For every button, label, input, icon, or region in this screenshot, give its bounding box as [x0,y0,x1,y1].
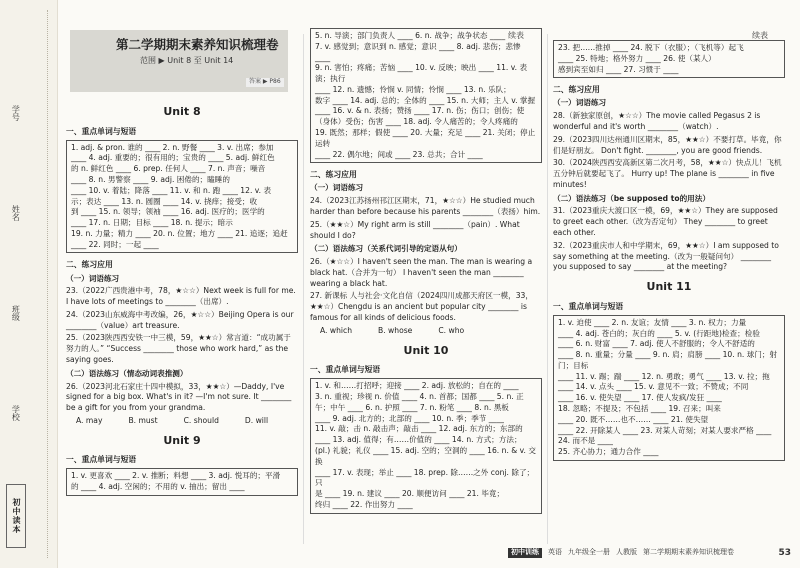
unit9-grammar-practice: （二）语法练习（关系代词引导的定语从句） [310,244,462,254]
question-27: 27. 新课标 人与社会·文化自信（2024四川成都天府区一模，33，★★☆）Chengdu is an ancient but popular city ________ is famous for all kinds of delicious foods. [310,291,533,323]
answer-tag: 答案 ▶ P86 [246,78,284,87]
vocab-line: ____ 17. v. 表现；举止 ____ 18. prep. 除……之外 conj. 除了；只 [315,467,535,488]
vocab-line: 终归 ____ 22. 作出努力 ____ [315,499,413,509]
range-label: 范围 ▶ Unit 8 至 Unit 14 [140,56,234,65]
brand-logo: 初中读本 [6,484,26,548]
option-c: C. should [183,415,219,425]
vocab-line: ____ 9. adj. 北方的；北部的 ____ 10. n. 季；季节 ____ [315,413,504,423]
unit10-vocab-heading: 一、重点单词与短语 [310,365,381,375]
vocab-line: ____ 16. v. & n. 表扬；赞扬 ____ 17. n. 伤；伤口；创伤；使 [315,106,525,116]
unit10-title: Unit 10 [403,343,449,357]
unit10-grammar-practice: （二）语法练习（be supposed to的用法） [553,193,710,203]
unit9-title: Unit 9 [163,433,201,447]
unit11-vocab-box [553,315,785,461]
unit8-vocab-heading: 一、重点单词与短语 [66,126,137,136]
unit9-practice-heading: 二、练习应用 [310,170,357,180]
question-24: 24.（2023江苏扬州邗江区期末，71，★☆☆）He studied much harder than before because his parents ________（表扬）him. [310,196,541,216]
column-divider [303,34,304,544]
vocab-line: ____ 10. v. 着陆；降落 ____ 11. v. 和 n. 跑 ____ 12. v. 表 [71,185,272,195]
vocab-line: 感到宾至如归 ____ 27. 习惯于 ____ [558,64,679,74]
vocab-line: 的 ____ 4. adj. 空闲的；不用的 v. 抽出；留出 ____ [71,482,245,492]
vocab-line: 9. n. 害怕；疼痛；苦恼 ____ 10. v. 反映；映出 ____ 11. v. 表演；执行 [315,63,528,84]
footer-subject: 英语 [548,548,562,557]
question-26: 26.（2023河北石家庄十四中模拟，33，★★☆）—Daddy, I've signed for a big box. What's in it? —I'm not sure. It ________ be a gift for you from your grandma. [66,381,292,413]
vocab-line: 19. n. 力量；精力 ____ 20. n. 位置；地方 ____ 21. 追逐；追赶 [71,228,288,238]
continued-label-2: 续表 [752,31,768,40]
unit11-title: Unit 11 [646,280,692,294]
vocab-line: ____ 12. n. 遗憾；怜悯 v. 同情；怜悯 ____ 13. n. 乐队； [315,84,511,94]
question-30: 30.（2024陕西西安高新区第二次月考，58，★★☆）快点儿！飞机五分钟后就要起飞了。 Hurry up! The plane is ________ in five minutes! [553,158,782,189]
page-title: 第二学期期末素养知识梳理卷 [116,37,279,52]
option-b: B. must [128,415,158,425]
vocab-line: ____ 22. 同时；一起 ____ [71,239,159,249]
vocab-line: ____ 8. n. 男警察 ____ 9. adj. 困倦的；瞌睡的 [71,175,230,185]
vocab-line: 25. 齐心协力；通力合作 ____ [558,447,659,457]
vocab-line: 1. v. 更喜欢 ____ 2. v. 推断；料想 ____ 3. adj. 悦耳的；平滑 [71,471,281,481]
vocab-line: 19. 既然；那样；假使 ____ 20. 大量；充足 ____ 21. 关闭；停止运转 [315,128,536,148]
vocab-line: ____ 17. n. 日期；目标 ____ 18. n. 提示；暗示 [71,218,233,228]
vocab-line: 3. n. 重视；珍视 n. 价值 ____ 4. n. 首都；国都 ____ 5. n. 正 [315,392,524,402]
option-c: C. who [438,325,465,335]
unit8-vocab-box [66,140,298,254]
unit10-vocab-box [310,378,542,513]
vocab-line: 到 ____ 15. n. 领导；领袖 ____ 16. adj. 医疗的；医学的 [71,207,265,217]
unit8-practice-heading: 二、练习应用 [66,260,113,270]
question-25: 25.（★★☆）My right arm is still ________（pain）. What should I do? [310,219,520,240]
question-27-options [320,326,542,337]
option-d: D. will [244,415,269,425]
unit9-vocab-heading: 一、重点单词与短语 [66,455,137,465]
option-a: A. which [320,325,353,335]
vocab-line: (pl.) 礼貌；礼仪 ____ 15. adj. 空的；空洞的 ____ 16. n. & v. 交换 [315,445,536,466]
vocab-line: 23. 把……推掉 ____ 24. 脱下（衣服）；（飞机等）起飞 [558,43,744,52]
vocab-line: ____ 4. adj. 重要的；很有用的；宝贵的 ____ 5. adj. 鲜红色 [71,153,275,163]
vocab-line: ____ 25. 特地；格外努力 ____ 26. 使（某人） [558,53,716,63]
vocab-line: 示；表达 ____ 13. n. 圆圈 ____ 14. v. 挠痒；接受；收 [71,196,258,206]
footer-title: 第二学期期末素养知识梳理卷 [643,548,734,557]
question-29: 29.（2023四川达州通川区期末，85，★★☆）不要打草。毕竟，你们是好朋友。 Don't fight. ________, you are good friends. [553,134,782,155]
vocab-line: （身体）受伤；伤害 ____ 18. adj. 令人痛苦的；令人疼痛的 [315,117,518,127]
footer-edition: 人教版 [616,548,637,557]
unit10-vocab-box-cont [553,40,785,78]
footer-grade: 九年级全一册 [568,548,610,557]
vocab-line: ____ 14. v. 点头 ____ 15. v. 意见不一致；不赞成；不同 [558,382,749,392]
vocab-line: ____ 11. v. 踢；踹 ____ 12. n. 勇敢；勇气 ____ 13. v. 拉；拖 [558,371,770,381]
vocab-line: ____ 22. 偶尔地；间或 ____ 23. 总共；合计 ____ [315,149,483,159]
column-2 [310,28,542,516]
question-24: 24.（2023山东威海中考改编，26，★☆☆）Beijing Opera is our ________（value）art treasure. [66,309,294,330]
vocab-line: ____ 8. n. 重量；分量 ____ 9. n. 肩；肩膀 ____ 10. n. 球门；射门；目标 [558,350,778,370]
school-label: 学校 [11,405,21,421]
page-number: 53 [778,547,791,558]
unit8-title: Unit 8 [163,105,201,118]
vocab-line: 18. 忽略；不提及；不包括 ____ 19. 召来；叫来 [558,404,721,414]
vocab-line: ____ 13. adj. 值得；有……价值的 ____ 14. n. 方式；方法； [315,435,522,445]
column-3 [553,40,785,463]
question-26: 26.（★☆☆）I haven't seen the man. The man is wearing a black hat.（合并为一句） I haven't seen the man ________ wearing a black hat. [310,257,533,288]
name-label: 姓名 [11,205,21,221]
vocab-line: 午；中午 ____ 6. n. 护照 ____ 7. n. 粉笔 ____ 8. n. 黑板 [315,402,509,412]
column-1 [66,98,298,498]
footer-brand: 初中训练 [508,548,542,558]
continued-label: 续表 [508,31,524,40]
question-31: 31.（2023重庆大渡口区一模，69，★★☆）They are supposed to greet each other.（改为否定句） They ________ to greet each other. [553,206,778,237]
unit10-practice-heading: 二、练习应用 [553,85,600,95]
vocab-line: 的 n. 鲜红色 ____ 6. prep. 任何人 ____ 7. n. 声音；噪音 [71,164,266,174]
vocab-line: ____ 4. adj. 苍白的；灰白的 ____ 5. v. (行距地)检查；检验 [558,328,760,338]
vocab-line: 数字 ____ 14. adj. 总的；全体的 ____ 15. n. 大师；主人 v. 掌握 [315,95,536,105]
question-32: 32.（2023重庆市人和中学期末，69，★★☆）I am supposed to say something at the meeting.（改为一般疑问句） ________ you supposed to say ________ at the meeting? [553,240,779,272]
cut-line [47,10,48,558]
vocab-line: ____ 16. v. 使失望 ____ 17. 使人发疯/发狂 ____ [558,393,722,403]
binding-margin [0,0,58,568]
vocab-line: ____ 6. n. 财富 ____ 7. adj. 使人不舒服的；令人不舒适的 [558,339,755,349]
question-23: 23.（2022广西贵港中考，78，★☆☆）Next week is full for me. I have lots of meetings to ________（出席）. [66,286,296,307]
vocab-line: 5. n. 导演；部门负责人 ____ 6. n. 战争；战争状态 ____ [315,31,506,40]
question-26-options [76,416,298,427]
class-label: 班级 [11,305,21,321]
vocab-line: 7. v. 感觉到；意识到 n. 感觉；意识 ____ 8. adj. 悲伤；悲惨 ____ [315,41,521,62]
unit9-vocab-box-cont [310,28,542,163]
vocab-line: 11. v. 敲；击 n. 敲击声；敲击 ____ 12. adj. 东方的；东部的 [315,424,523,434]
vocab-line: 1. v. 迫使 ____ 2. n. 友谊；友情 ____ 3. n. 权力；力量 [558,317,747,327]
option-b: B. whose [378,325,413,335]
question-28: 28.（新独家原创，★☆☆）The movie called Pegasus 2 is wonderful and it's worth ________（watch）. [553,111,761,131]
option-a: A. may [76,415,103,425]
page-footer [508,546,791,560]
unit11-vocab-heading: 一、重点单词与短语 [553,301,624,311]
student-no-label: 学号 [11,105,21,121]
unit8-word-practice: （一）词语练习 [66,273,120,283]
unit9-vocab-box [66,468,298,496]
vocab-line: 1. v. 和……打招呼；迎接 ____ 2. adj. 放松的；自在的 ____ [315,381,519,391]
vocab-line: ____ 22. 开除某人 ____ 23. 对某人苛刻；对某人要求严格 ____ 24. 而不是 ____ [558,425,772,446]
vocab-line: 1. adj. & pron. 谁的 ____ 2. n. 野餐 ____ 3. v. 出席；参加 [71,142,274,152]
question-25: 25.（2023陕西西安铁一中三模，59，★★☆）常言道：“成功属于努力的人。” “Success ________ those who work hard,” as the saying goes. [66,333,291,365]
unit8-grammar-practice: （二）语法练习（情态动词表推测） [66,368,188,378]
vocab-line: ____ 20. 既不……也不…… ____ 21. 使失望 [558,414,709,424]
vocab-line: 是 ____ 19. n. 建议 ____ 20. 顺便访问 ____ 21. 毕竟； [315,489,505,499]
column-divider [547,34,548,544]
unit10-word-practice: （一）词语练习 [553,98,607,108]
unit9-word-practice: （一）词语练习 [310,183,364,193]
